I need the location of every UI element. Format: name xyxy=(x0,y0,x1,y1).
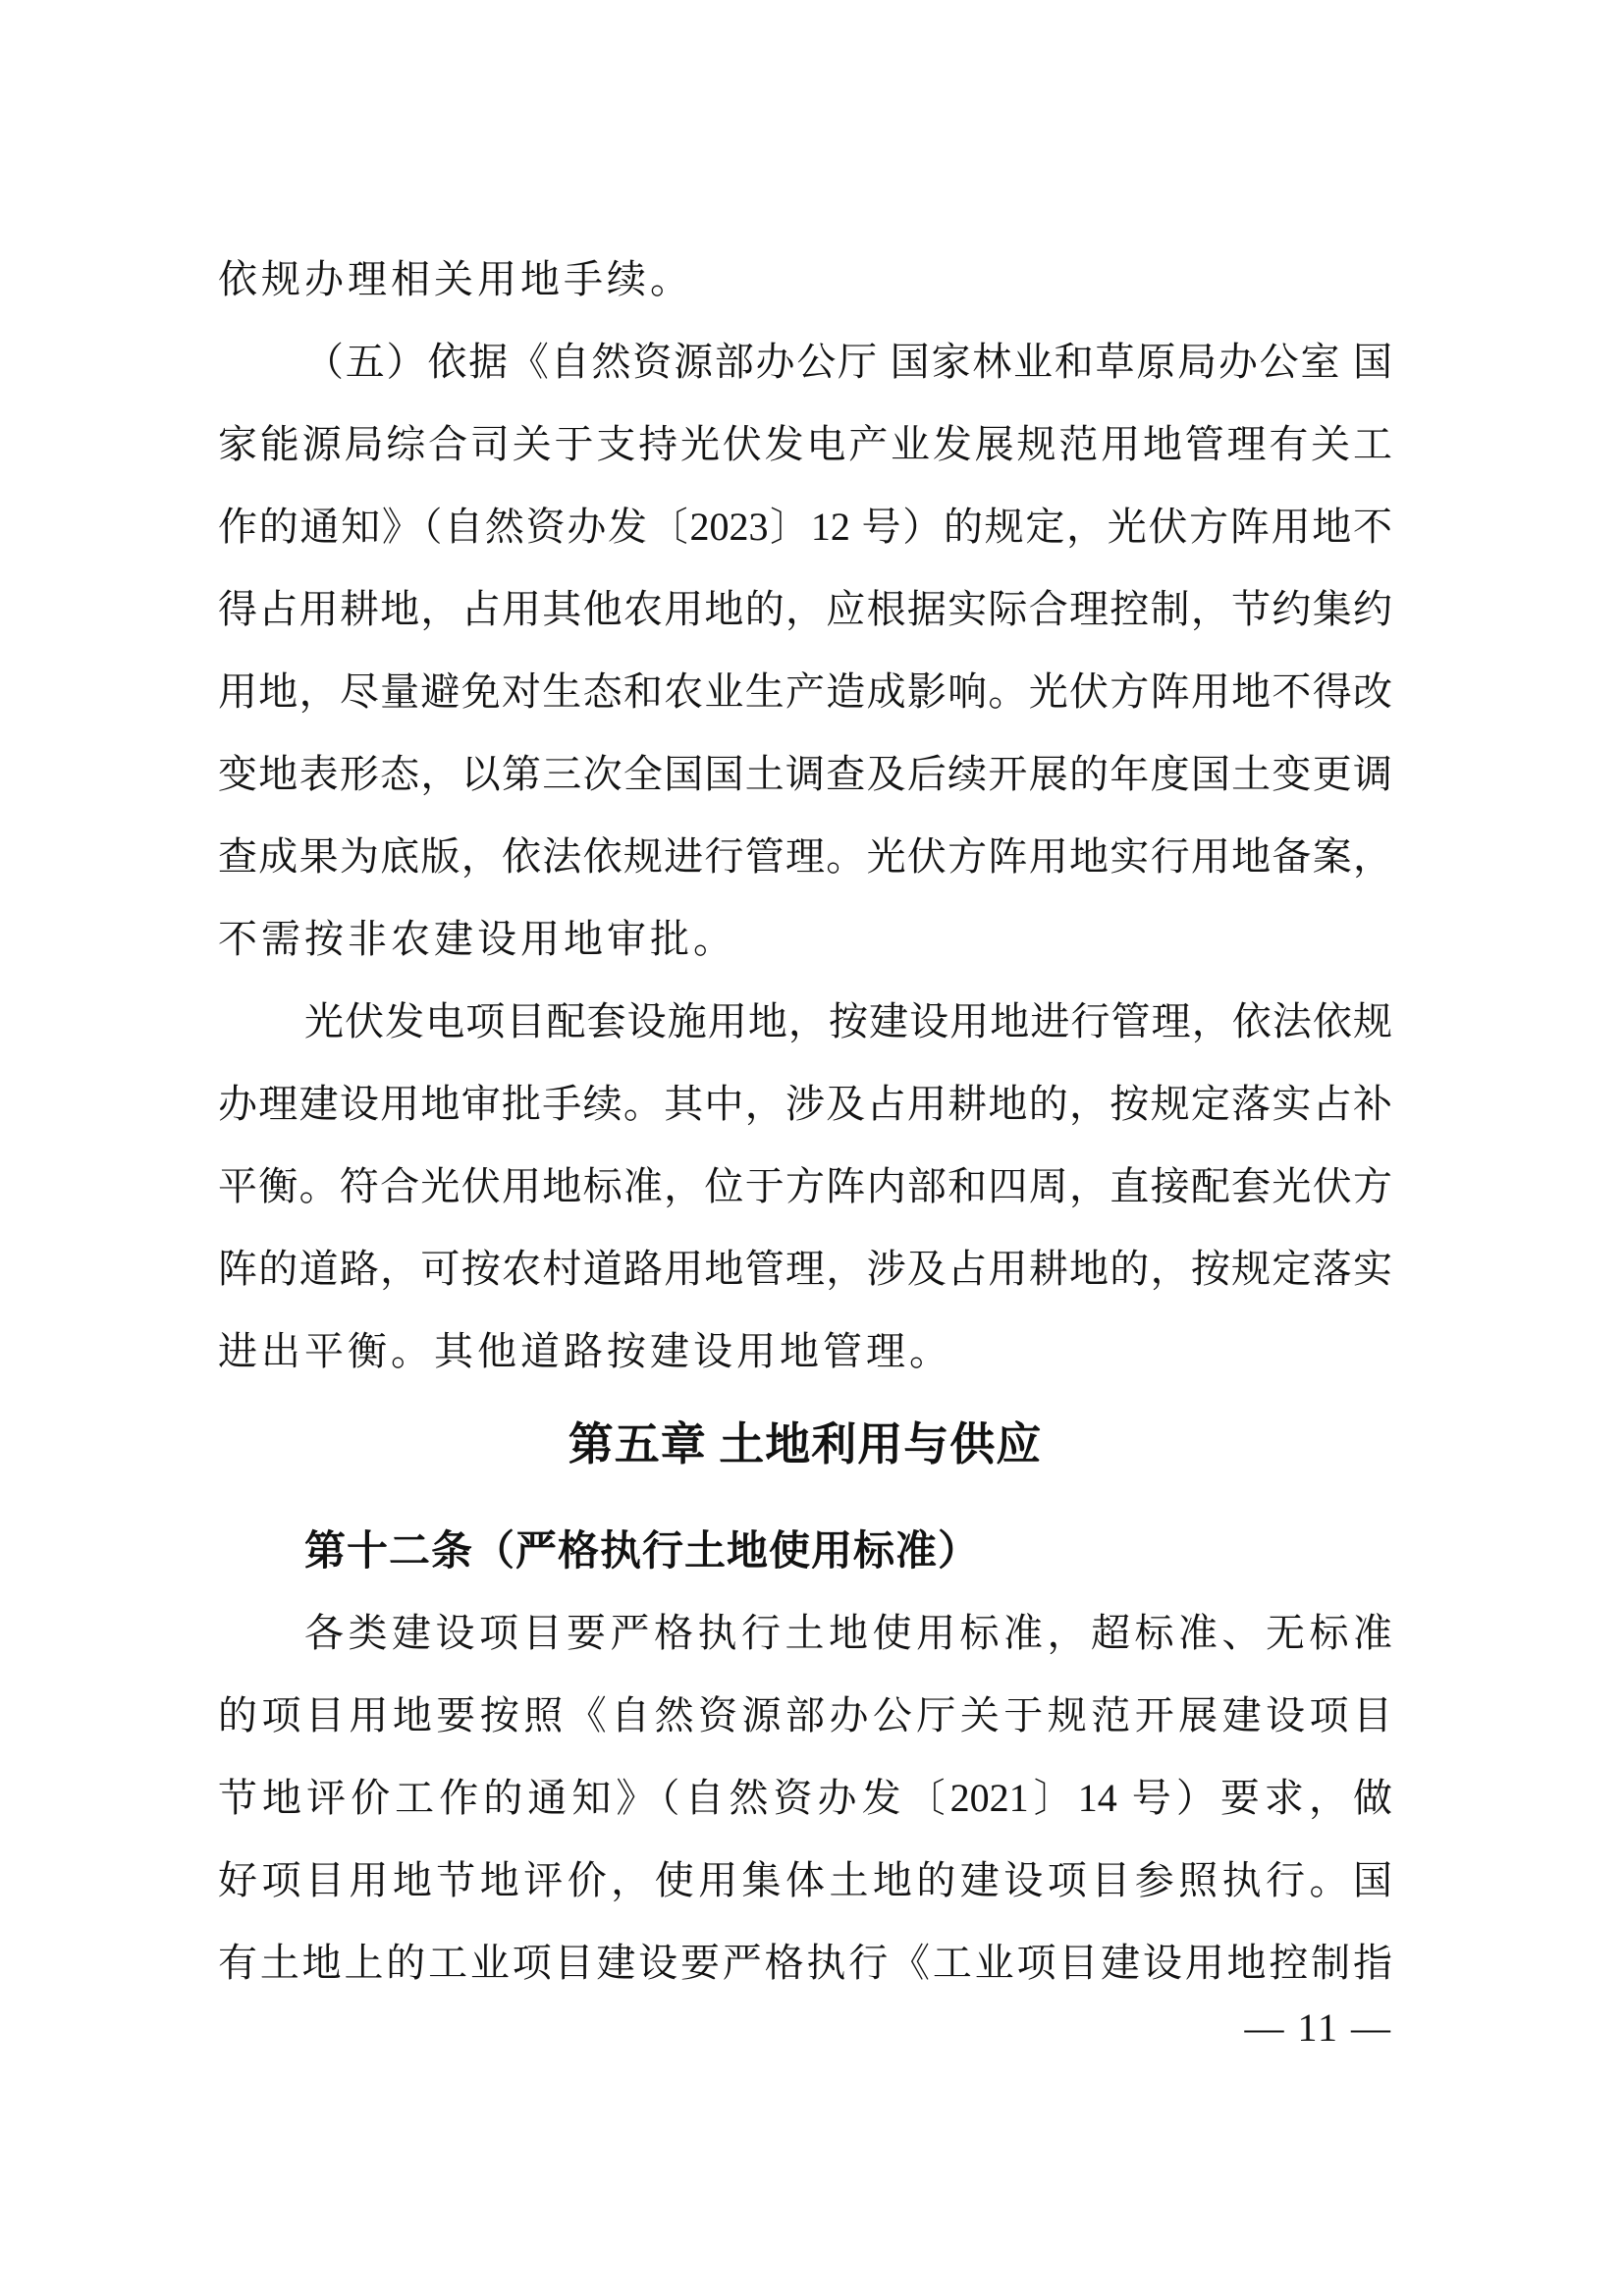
text-line: 平衡。符合光伏用地标准，位于方阵内部和四周，直接配套光伏方 xyxy=(218,1164,1392,1208)
text-line: 光伏发电项目配套设施用地，按建设用地进行管理，依法依规 xyxy=(304,999,1392,1043)
text-line: 办理建设用地审批手续。其中，涉及占用耕地的，按规定落实占补 xyxy=(218,1082,1392,1126)
page-number: — 11 — xyxy=(1244,2005,1392,2050)
text-line: 查成果为底版，依法依规进行管理。光伏方阵用地实行用地备案， xyxy=(218,834,1392,879)
text-line: 节地评价工作的通知》（自然资办发〔2021〕14 号）要求，做 xyxy=(218,1776,1392,1820)
text-line: 得占用耕地，占用其他农用地的，应根据实际合理控制，节约集约 xyxy=(218,587,1392,631)
chapter-heading: 第五章 土地利用与供应 xyxy=(568,1419,1043,1469)
text-line: 各类建设项目要严格执行土地使用标准，超标准、无标准 xyxy=(304,1611,1392,1655)
text-line: 作的通知》（自然资办发〔2023〕12 号）的规定，光伏方阵用地不 xyxy=(218,505,1392,549)
text-line: 不需按非农建设用地审批。 xyxy=(218,917,736,961)
article-heading: 第十二条（严格执行土地使用标准） xyxy=(304,1527,981,1574)
text-line: 家能源局综合司关于支持光伏发电产业发展规范用地管理有关工 xyxy=(218,422,1392,466)
text-line: （五）依据《自然资源部办公厅 国家林业和草原局办公室 国 xyxy=(304,340,1392,384)
text-line: 有土地上的工业项目建设要严格执行《工业项目建设用地控制指 xyxy=(218,1941,1392,1985)
text-line: 的项目用地要按照《自然资源部办公厅关于规范开展建设项目 xyxy=(218,1693,1392,1737)
text-line: 依规办理相关用地手续。 xyxy=(218,257,693,301)
text-line: 好项目用地节地评价，使用集体土地的建设项目参照执行。国 xyxy=(218,1858,1392,1902)
document-content xyxy=(218,239,1392,2004)
text-line: 进出平衡。其他道路按建设用地管理。 xyxy=(218,1329,952,1373)
text-line: 变地表形态，以第三次全国国土调查及后续开展的年度国土变更调 xyxy=(218,752,1392,796)
text-line: 阵的道路，可按农村道路用地管理，涉及占用耕地的，按规定落实 xyxy=(218,1247,1392,1291)
text-line: 用地，尽量避免对生态和农业生产造成影响。光伏方阵用地不得改 xyxy=(218,669,1392,714)
